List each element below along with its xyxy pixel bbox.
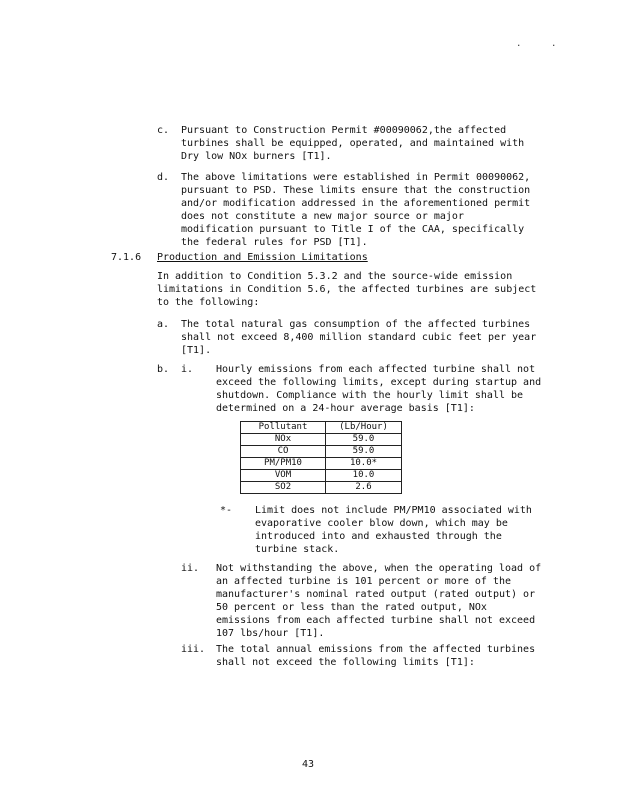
item-d-label: d. <box>157 172 170 183</box>
emission-limits-table <box>240 421 402 494</box>
corner-mark: . <box>551 39 557 49</box>
table-row <box>241 470 402 482</box>
item-b-i-label: i. <box>181 364 194 375</box>
item-a-text: The total natural gas consumption of the affected turbines shall not exceed 8,400 million standard cubic feet per year [T1]. <box>181 319 537 356</box>
item-d-text: The above limitations were established in Permit 00090062, pursuant to PSD. These limits ensure that the construction and/or modification addressed in the aforementioned permit does not constitute a new major source or major modification pursuant to Title I of the CAA, specifically the federal rules for PSD [T1]. <box>181 172 531 248</box>
table-header-row <box>241 422 402 434</box>
section-number: 7.1.6 <box>111 252 142 263</box>
item-c-label: c. <box>157 125 170 136</box>
table-cell: 10.0* <box>326 458 402 470</box>
table-cell: PM/PM10 <box>241 458 326 470</box>
table-cell: 10.0 <box>326 470 402 482</box>
table-cell: SO2 <box>241 482 326 494</box>
item-b-iii-text: The total annual emissions from the affected turbines shall not exceed the following limits [T1]: <box>216 644 536 668</box>
table-header: (Lb/Hour) <box>326 422 402 434</box>
item-b-iii-label: iii. <box>181 644 206 655</box>
table-row <box>241 434 402 446</box>
item-b-ii-text: Not withstanding the above, when the operating load of an affected turbine is 101 percent or more of the manufacturer's nominal rated output (rated output) or 50 percent or less than the rated output, NOx emissions from each affected turbine shall not exceed 107 lbs/hour [T1]. <box>216 563 542 639</box>
item-b-label: b. <box>157 364 170 375</box>
footnote-mark: *- <box>220 505 233 516</box>
table-cell: NOx <box>241 434 326 446</box>
item-c-text: Pursuant to Construction Permit #00090062,the affected turbines shall be equipped, operated, and maintained with Dry low NOx burners [T1]. <box>181 125 525 162</box>
item-b-i-text: Hourly emissions from each affected turbine shall not exceed the following limits, except during startup and shutdown. Compliance with the hourly limit shall be determined on a 24-hour average basis [T1]: <box>216 364 542 414</box>
section-intro: In addition to Condition 5.3.2 and the source-wide emission limitations in Condition 5.6, the affected turbines are subject to the following: <box>157 271 537 308</box>
corner-mark: . <box>516 39 522 49</box>
page-number: 43 <box>302 759 315 770</box>
item-a-label: a. <box>157 319 170 330</box>
item-b-ii-label: ii. <box>181 563 200 574</box>
table-header: Pollutant <box>241 422 326 434</box>
table-cell: CO <box>241 446 326 458</box>
section-title: Production and Emission Limitations <box>157 252 368 263</box>
table-cell: 59.0 <box>326 434 402 446</box>
table-row <box>241 446 402 458</box>
table-cell: 2.6 <box>326 482 402 494</box>
table-row <box>241 458 402 470</box>
table-cell: VOM <box>241 470 326 482</box>
table-cell: 59.0 <box>326 446 402 458</box>
footnote-text: Limit does not include PM/PM10 associated with evaporative cooler blow down, which may be introduced into and exhausted through the turbine stack. <box>255 505 532 555</box>
table-row <box>241 482 402 494</box>
